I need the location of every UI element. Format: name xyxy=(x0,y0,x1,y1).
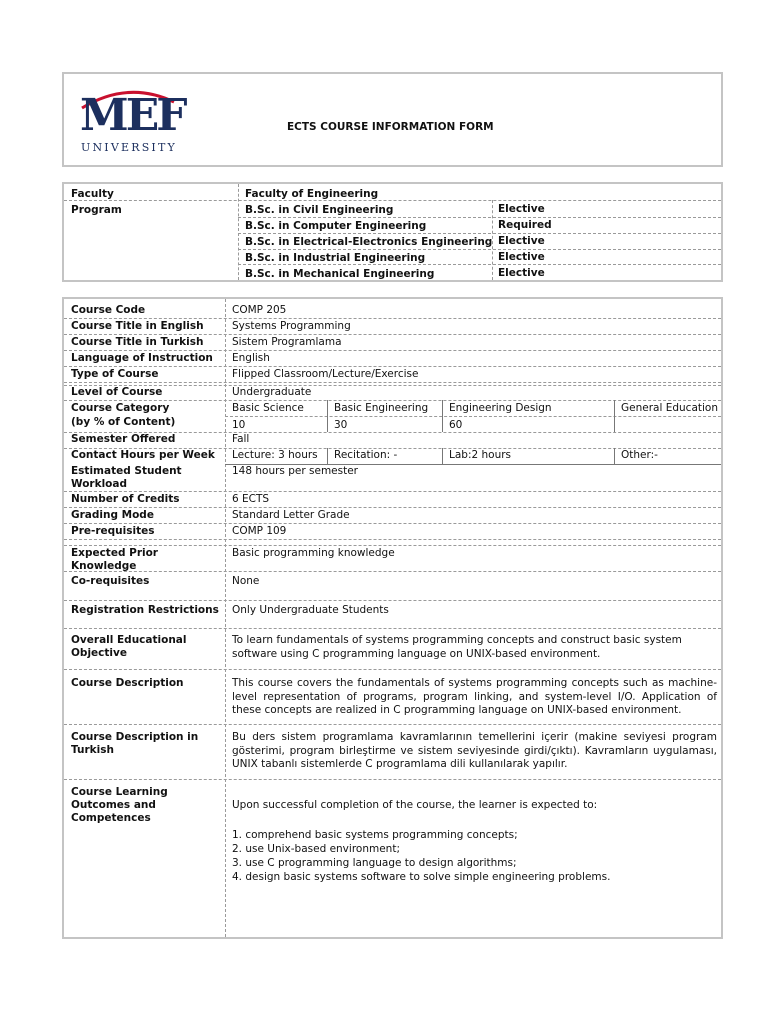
program-name: B.Sc. in Industrial Engineering xyxy=(245,252,426,264)
coreq-label: Co-requisites xyxy=(71,575,150,587)
objective-value: To learn fundamentals of systems programming concepts and construct basic system software using C programming language on UNIX-based environment. xyxy=(232,634,682,660)
title-en-label: Course Title in English xyxy=(71,320,204,332)
grading-label: Grading Mode xyxy=(71,509,154,521)
prior-knowledge-value: Basic programming knowledge xyxy=(232,547,395,559)
outcomes-label: Course Learning xyxy=(71,786,168,798)
outcomes-label-3: Competences xyxy=(71,812,151,824)
language-value: English xyxy=(232,352,270,364)
course-details-box xyxy=(62,297,723,939)
contact-lab: Lab:2 hours xyxy=(449,449,512,461)
category-name: Basic Engineering xyxy=(334,402,429,414)
program-name: B.Sc. in Computer Engineering xyxy=(245,220,427,232)
category-percent: 60 xyxy=(449,419,463,431)
category-name: Basic Science xyxy=(232,402,304,414)
prior-knowledge-label: Expected Prior xyxy=(71,547,158,559)
program-name: B.Sc. in Civil Engineering xyxy=(245,204,394,216)
program-status: Elective xyxy=(498,267,545,279)
description-tr-label-sub: Turkish xyxy=(71,744,114,756)
logo-sub-text: UNIVERSITY xyxy=(81,141,177,154)
objective-label: Overall Educational xyxy=(71,634,187,646)
contact-other: Other:- xyxy=(621,449,658,461)
title-en-value: Systems Programming xyxy=(232,320,351,332)
faculty-value: Faculty of Engineering xyxy=(245,188,379,200)
category-label-sub: (by % of Content) xyxy=(71,416,176,428)
program-label: Program xyxy=(71,204,122,216)
coreq-value: None xyxy=(232,575,260,587)
language-label: Language of Instruction xyxy=(71,352,213,364)
header-box xyxy=(62,72,723,167)
type-label: Type of Course xyxy=(71,368,159,380)
program-status: Elective xyxy=(498,251,545,263)
outcome-item: 1. comprehend basic systems programming concepts; xyxy=(232,829,518,841)
program-name: B.Sc. in Electrical-Electronics Engineering xyxy=(245,236,493,248)
registration-label: Registration Restrictions xyxy=(71,604,219,616)
category-label: Course Category xyxy=(71,402,170,414)
description-label: Course Description xyxy=(71,677,184,689)
contact-label: Contact Hours per Week xyxy=(71,449,215,461)
contact-lecture: Lecture: 3 hours xyxy=(232,449,318,461)
prereq-label: Pre-requisites xyxy=(71,525,155,537)
category-percent: 10 xyxy=(232,419,246,431)
semester-value: Fall xyxy=(232,433,250,445)
program-name: B.Sc. in Mechanical Engineering xyxy=(245,268,435,280)
objective-label-sub: Objective xyxy=(71,647,127,659)
faculty-label: Faculty xyxy=(71,188,114,200)
outcomes-label-2: Outcomes and xyxy=(71,799,156,811)
program-status: Elective xyxy=(498,235,545,247)
semester-label: Semester Offered xyxy=(71,433,176,445)
contact-recitation: Recitation: - xyxy=(334,449,398,461)
category-name: General Education xyxy=(621,402,718,414)
category-percent: 30 xyxy=(334,419,348,431)
title-tr-value: Sistem Programlama xyxy=(232,336,342,348)
form-title: ECTS COURSE INFORMATION FORM xyxy=(287,121,494,133)
level-value: Undergraduate xyxy=(232,386,312,398)
program-status: Elective xyxy=(498,203,545,215)
outcome-item: 3. use C programming language to design algorithms; xyxy=(232,857,517,869)
prereq-value: COMP 109 xyxy=(232,525,287,537)
university-logo xyxy=(78,84,185,156)
outcome-item: 2. use Unix-based environment; xyxy=(232,843,400,855)
course-code-value: COMP 205 xyxy=(232,304,287,316)
description-tr-value: Bu ders sistem programlama kavramlarının temellerini içerir (makine seviyesi program gösterimi, program birleştirme ve sistem seviyesinde girdi/çıktı). Kavramların uygulaması, UNIX tabanlı sistemlerde C programlama dili kullanılarak yapılır. xyxy=(232,731,717,770)
course-code-label: Course Code xyxy=(71,304,146,316)
prior-knowledge-label-sub: Knowledge xyxy=(71,560,137,572)
program-status: Required xyxy=(498,219,552,231)
title-tr-label: Course Title in Turkish xyxy=(71,336,204,348)
outcomes-intro: Upon successful completion of the course, the learner is expected to: xyxy=(232,799,598,811)
type-value: Flipped Classroom/Lecture/Exercise xyxy=(232,368,419,380)
logo-main-text: MEF xyxy=(80,90,185,141)
grading-value: Standard Letter Grade xyxy=(232,509,350,521)
workload-value: 148 hours per semester xyxy=(232,465,358,477)
outcome-item: 4. design basic systems software to solve simple engineering problems. xyxy=(232,871,611,883)
level-label: Level of Course xyxy=(71,386,163,398)
workload-label-sub: Workload xyxy=(71,478,127,490)
credits-value: 6 ECTS xyxy=(232,493,270,505)
description-tr-label: Course Description in xyxy=(71,731,199,743)
registration-value: Only Undergraduate Students xyxy=(232,604,389,616)
description-value: This course covers the fundamentals of systems programming concepts such as machine-level representation of programs, program linking, and system-level I/O. Application of these concepts are realized in C programming language on UNIX-based environment. xyxy=(232,677,717,716)
credits-label: Number of Credits xyxy=(71,493,180,505)
category-name: Engineering Design xyxy=(449,402,552,414)
workload-label: Estimated Student xyxy=(71,465,182,477)
program-box xyxy=(62,182,723,282)
